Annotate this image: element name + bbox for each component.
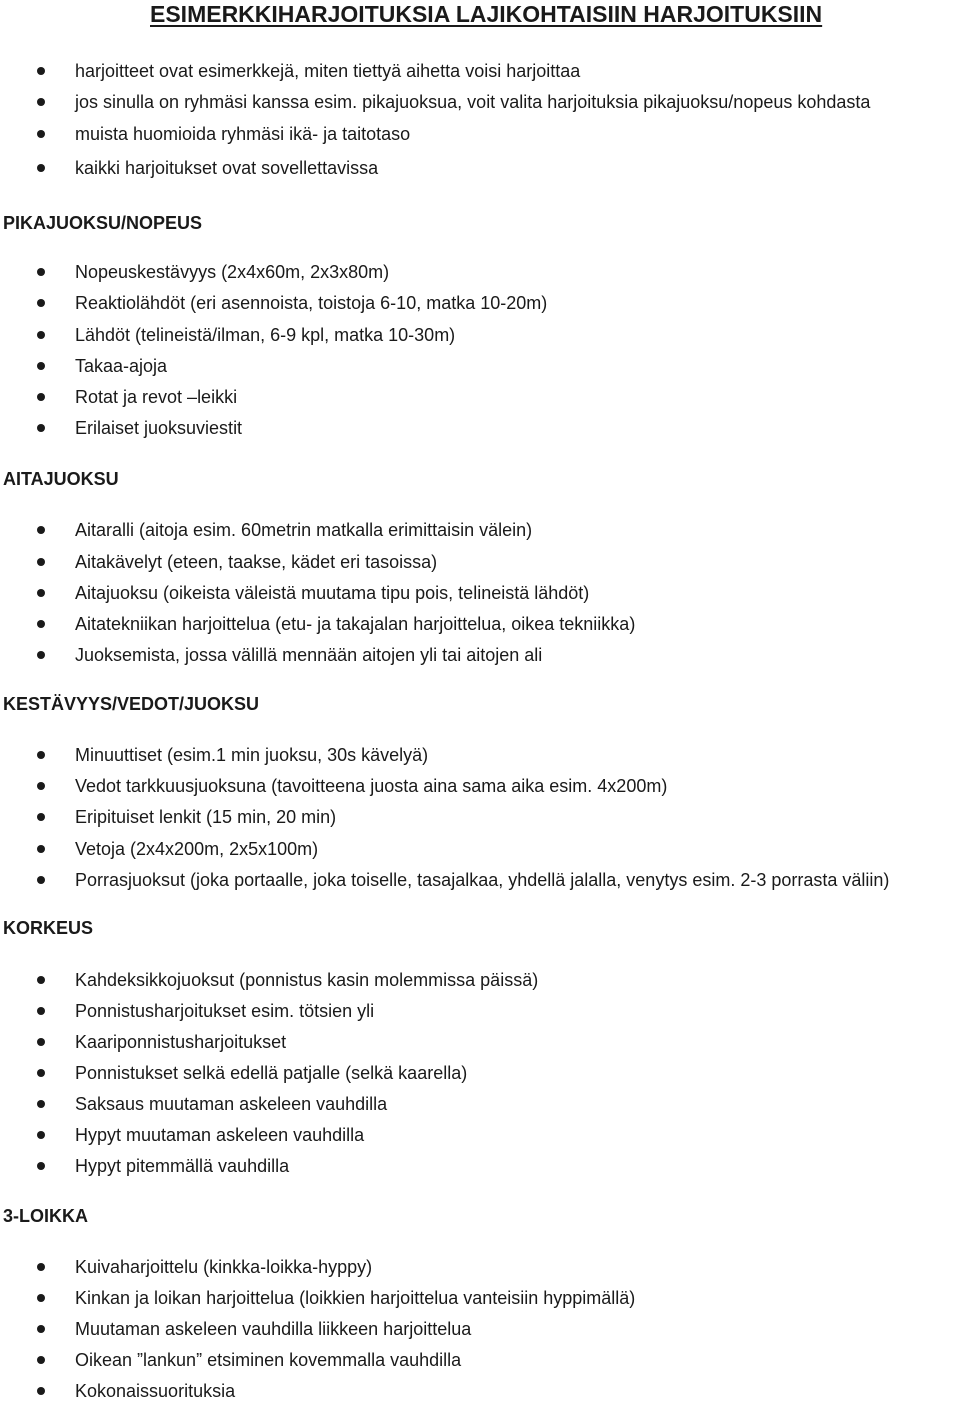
list-item (0, 998, 960, 1024)
bullet-icon (37, 782, 45, 790)
bullet-icon (37, 1007, 45, 1015)
list-item-text: Eripituiset lenkit (15 min, 20 min) (75, 807, 337, 827)
list-item (0, 967, 960, 993)
list-item-text: Porrasjuoksut (joka portaalle, joka toiselle, tasajalkaa, yhdellä jalalla, venytys esim. 2-3 porrasta väliin) (75, 870, 890, 890)
list-item-text: Saksaus muutaman askeleen vauhdilla (75, 1094, 388, 1114)
bullet-icon (37, 813, 45, 821)
list-item-text: Aitatekniikan harjoittelua (etu- ja takajalan harjoittelua, oikea tekniikka) (75, 614, 636, 634)
list-item-text: Nopeuskestävyys (2x4x60m, 2x3x80m) (75, 262, 390, 282)
section-heading: 3-LOIKKA (3, 1206, 88, 1226)
list-item-text: Lähdöt (telineistä/ilman, 6-9 kpl, matka 10-30m) (75, 325, 456, 345)
bullet-icon (37, 1387, 45, 1395)
list-item (0, 322, 960, 348)
section-heading: AITAJUOKSU (3, 469, 119, 489)
list-item (0, 1153, 960, 1179)
list-item-text: Rotat ja revot –leikki (75, 387, 238, 407)
bullet-icon (37, 526, 45, 534)
bullet-icon (37, 1325, 45, 1333)
bullet-icon (37, 845, 45, 853)
list-item-text: jos sinulla on ryhmäsi kanssa esim. pikajuoksua, voit valita harjoituksia pikajuoksu/nopeus kohdasta (75, 92, 871, 112)
list-item (0, 611, 960, 637)
bullet-icon (37, 876, 45, 884)
list-item-text: Ponnistusharjoitukset esim. tötsien yli (75, 1001, 375, 1021)
list-item-text: Vetoja (2x4x200m, 2x5x100m) (75, 839, 319, 859)
list-item (0, 259, 960, 285)
section-heading: KESTÄVYYS/VEDOT/JUOKSU (3, 694, 260, 714)
list-item (0, 1254, 960, 1280)
list-item-text: Kaariponnistusharjoitukset (75, 1032, 287, 1052)
list-item (0, 1347, 960, 1373)
bullet-icon (37, 331, 45, 339)
bullet-icon (37, 651, 45, 659)
bullet-icon (37, 1038, 45, 1046)
list-item-text: kaikki harjoitukset ovat sovellettavissa (75, 158, 379, 178)
list-item (0, 642, 960, 668)
list-item (0, 58, 960, 84)
bullet-icon (37, 268, 45, 276)
list-item-text: Hypyt pitemmällä vauhdilla (75, 1156, 290, 1176)
list-item (0, 1029, 960, 1055)
list-item-text: muista huomioida ryhmäsi ikä- ja taitotaso (75, 124, 411, 144)
list-item (0, 415, 960, 441)
list-item-text: Kokonaissuorituksia (75, 1381, 236, 1401)
list-item (0, 804, 960, 830)
bullet-icon (37, 1131, 45, 1139)
list-item (0, 867, 960, 893)
bullet-icon (37, 1294, 45, 1302)
bullet-icon (37, 1263, 45, 1271)
list-item-text: Reaktiolähdöt (eri asennoista, toistoja 6-10, matka 10-20m) (75, 293, 548, 313)
list-item (0, 1060, 960, 1086)
list-item-text: Minuuttiset (esim.1 min juoksu, 30s kävelyä) (75, 745, 429, 765)
list-item-text: Takaa-ajoja (75, 356, 168, 376)
list-item (0, 517, 960, 543)
list-item (0, 549, 960, 575)
bullet-icon (37, 424, 45, 432)
list-item (0, 1122, 960, 1148)
bullet-icon (37, 164, 45, 172)
list-item-text: Oikean ”lankun” etsiminen kovemmalla vauhdilla (75, 1350, 462, 1370)
page-title: ESIMERKKIHARJOITUKSIA LAJIKOHTAISIIN HARJOITUKSIIN (150, 1, 823, 27)
list-item-text: Muutaman askeleen vauhdilla liikkeen harjoittelua (75, 1319, 472, 1339)
list-item-text: Aitaralli (aitoja esim. 60metrin matkalla erimittaisin välein) (75, 520, 533, 540)
list-item (0, 155, 960, 181)
bullet-icon (37, 393, 45, 401)
bullet-icon (37, 67, 45, 75)
list-item (0, 89, 960, 115)
list-item (0, 384, 960, 410)
bullet-icon (37, 620, 45, 628)
list-item (0, 742, 960, 768)
list-item-text: Erilaiset juoksuviestit (75, 418, 243, 438)
bullet-icon (37, 130, 45, 138)
list-item-text: Ponnistukset selkä edellä patjalle (selkä kaarella) (75, 1063, 468, 1083)
list-item-text: Juoksemista, jossa välillä mennään aitojen yli tai aitojen ali (75, 645, 543, 665)
bullet-icon (37, 98, 45, 106)
bullet-icon (37, 589, 45, 597)
bullet-icon (37, 558, 45, 566)
bullet-icon (37, 751, 45, 759)
list-item (0, 580, 960, 606)
list-item-text: Vedot tarkkuusjuoksuna (tavoitteena juosta aina sama aika esim. 4x200m) (75, 776, 668, 796)
section-heading: PIKAJUOKSU/NOPEUS (3, 213, 203, 233)
list-item-text: Aitakävelyt (eteen, taakse, kädet eri tasoissa) (75, 552, 438, 572)
bullet-icon (37, 362, 45, 370)
bullet-icon (37, 1356, 45, 1364)
list-item (0, 121, 960, 147)
list-item (0, 353, 960, 379)
list-item (0, 290, 960, 316)
list-item (0, 773, 960, 799)
list-item (0, 1091, 960, 1117)
list-item (0, 836, 960, 862)
section-heading: KORKEUS (3, 918, 94, 938)
list-item-text: Hypyt muutaman askeleen vauhdilla (75, 1125, 365, 1145)
list-item-text: Aitajuoksu (oikeista väleistä muutama tipu pois, telineistä lähdöt) (75, 583, 590, 603)
bullet-icon (37, 299, 45, 307)
list-item-text: Kinkan ja loikan harjoittelua (loikkien harjoittelua vanteisiin hyppimällä) (75, 1288, 636, 1308)
list-item (0, 1285, 960, 1311)
list-item-text: Kahdeksikkojuoksut (ponnistus kasin molemmissa päissä) (75, 970, 539, 990)
bullet-icon (37, 1069, 45, 1077)
bullet-icon (37, 976, 45, 984)
bullet-icon (37, 1162, 45, 1170)
list-item (0, 1316, 960, 1342)
list-item-text: Kuivaharjoittelu (kinkka-loikka-hyppy) (75, 1257, 373, 1277)
list-item-text: harjoitteet ovat esimerkkejä, miten tiettyä aihetta voisi harjoittaa (75, 61, 581, 81)
bullet-icon (37, 1100, 45, 1108)
list-item (0, 1378, 960, 1404)
